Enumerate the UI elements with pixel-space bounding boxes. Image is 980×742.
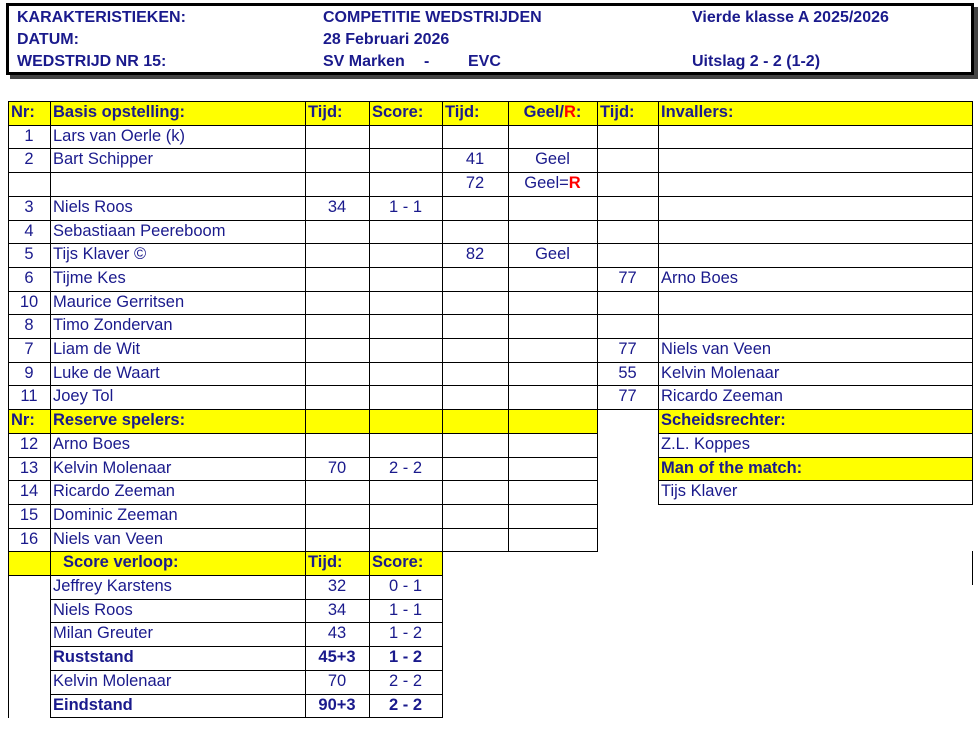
goal-time [305,243,369,267]
date-label: DATUM: [17,31,79,48]
player-number: 3 [24,197,34,216]
player-name: Lars van Oerle (k) [53,126,186,145]
reserve-name: Ricardo Zeeman [53,482,175,501]
card-type [508,385,597,409]
substitute-name [658,314,972,338]
score-header-score: Score: [369,551,442,575]
substitute-name: Ricardo Zeeman [661,387,783,406]
header-tijd-card: Tijd: [442,101,508,125]
card-type [508,362,597,386]
sub-time [597,125,658,149]
header-nr: Nr: [8,101,50,125]
reserve-number: 16 [19,529,39,548]
goal-time [305,220,369,244]
header-colon: : [575,103,582,121]
card-type [508,314,597,338]
grid-line [658,433,973,434]
header-tijd: Tijd: [305,101,369,125]
reserve-header-label: Reserve spelers: [50,409,305,433]
header-score: Score: [369,101,442,125]
reserve-goal-time [305,504,369,528]
reserve-goal-time [305,528,369,552]
card-type [508,220,597,244]
reserve-goal-time [305,433,369,457]
grid-line [305,409,306,552]
grid-line [8,338,973,339]
reserve-number: 14 [19,482,39,501]
sub-time [597,220,658,244]
goal-time: 34 [327,197,347,216]
sub-time: 55 [618,363,637,382]
score-event-time: 43 [327,624,347,643]
card-type [508,338,597,362]
card-type [508,125,597,149]
player-number: 7 [24,340,34,358]
substitute-name [658,125,972,149]
card-time [442,267,508,291]
red-card-mark: R [568,174,581,193]
away-team: EVC [468,53,501,70]
header-geel-rood [508,101,597,125]
card-type: Geel=R [524,174,581,193]
score-event-name: Kelvin Molenaar [53,671,172,690]
grid-line [50,101,51,410]
grid-line [8,480,598,481]
player-number: 11 [20,387,38,406]
card-time [442,362,508,386]
goal-score [369,172,442,196]
reserve-goal-score [369,480,442,504]
grid-line [8,504,598,505]
grid-line [658,504,973,505]
grid-line [972,551,973,585]
score-event-score: 2 - 2 [388,695,423,714]
card-time [442,196,508,220]
score-event-time: 90+3 [318,695,356,714]
grid-line [50,670,443,671]
card-time [442,314,508,338]
home-team: SV Marken [323,53,405,70]
score-event-name: Eindstand [53,695,133,714]
grid-line [658,409,659,505]
player-number [8,172,50,196]
header-geel-text: Geel/ [523,103,564,121]
grid-line [8,433,598,434]
reserve-header-blank [305,409,369,433]
player-name: Niels Roos [53,197,133,216]
header-basis-opstelling: Basis opstelling: [50,101,305,125]
score-event-name: Niels Roos [53,600,133,619]
grid-line [8,575,443,576]
goal-score [369,291,442,315]
substitute-name: Arno Boes [661,268,739,287]
grid-line [8,267,973,268]
grid-line [305,101,306,410]
score-progress-label: Score verloop: [8,551,305,575]
grid-line [658,101,659,410]
goal-score [369,220,442,244]
grid-line [369,551,370,718]
reserve-goal-score [369,433,442,457]
card-time [442,291,508,315]
grid-line [658,457,973,458]
substitute-name [658,243,972,267]
grid-line [369,101,370,410]
grid-line [8,457,598,458]
goal-time [305,291,369,315]
player-name: Sebastiaan Peereboom [53,221,226,240]
reserve-name: Kelvin Molenaar [53,458,172,477]
grid-line [50,409,51,552]
goal-time [305,314,369,338]
grid-line [8,385,973,386]
score-event-time: 45+3 [318,648,356,667]
grid-line [597,409,598,552]
reserve-header-blank [442,409,508,433]
reserve-number: 15 [19,505,39,524]
sub-time: 77 [618,268,637,287]
reserve-name: Niels van Veen [53,529,164,548]
reserve-header-blank [508,409,597,433]
header-tijd-sub: Tijd: [597,101,658,125]
grid-line [50,551,51,718]
grid-line [8,528,598,529]
grid-line [8,220,973,221]
team-separator: - [424,53,430,70]
substitute-name [658,220,972,244]
card-time: 41 [465,150,485,169]
player-number: 4 [24,221,34,240]
player-name: Bart Schipper [53,150,153,169]
goal-score [369,362,442,386]
reserve-goal-score: 2 - 2 [388,458,423,477]
goal-time [305,338,369,362]
goal-score [369,148,442,172]
grid-line [305,551,306,718]
substitute-name: Niels van Veen [661,340,772,358]
card-type: Geel [535,245,570,264]
grid-line [50,622,443,623]
grid-line [50,599,443,600]
grid-line [8,551,598,552]
sub-time [597,291,658,315]
grid-line [369,409,370,552]
grid-line [8,314,973,315]
player-name: Timo Zondervan [53,316,173,335]
score-event-score: 1 - 2 [388,624,423,643]
goal-score: 1 - 1 [388,197,423,216]
card-time [442,220,508,244]
sub-time: 77 [618,387,637,406]
reserve-goal-time [305,480,369,504]
grid-line [442,101,443,410]
grid-line [8,101,9,410]
reserve-name: Arno Boes [53,434,131,453]
goal-time [305,362,369,386]
player-name: Liam de Wit [53,340,141,358]
card-time: 72 [465,174,485,193]
player-number: 5 [24,245,34,264]
player-name: Luke de Waart [53,363,160,382]
goal-score [369,125,442,149]
player-number: 6 [24,268,34,287]
player-name: Tijme Kes [53,268,126,287]
goal-score [369,314,442,338]
grid-line [8,101,973,102]
score-event-time: 70 [327,671,347,690]
sub-time [597,196,658,220]
grid-line [8,125,973,126]
grid-line [8,172,973,173]
player-number: 1 [24,126,34,145]
sub-time [597,243,658,267]
grid-line [8,243,973,244]
goal-time [305,125,369,149]
substitute-name [658,196,972,220]
player-name: Joey Tol [53,387,114,406]
grid-line [8,291,973,292]
match-header [6,3,974,75]
sub-time: 77 [618,340,637,358]
reserve-header-blank [369,409,442,433]
score-event-name: Jeffrey Karstens [53,577,172,595]
grid-line [8,409,9,552]
score-event-time: 34 [327,600,347,619]
goal-time [305,267,369,291]
goal-score [369,243,442,267]
sub-time [597,314,658,338]
competition-label: COMPETITIE WEDSTRIJDEN [323,9,542,26]
referee-name: Z.L. Koppes [661,434,750,453]
goal-time [305,172,369,196]
score-event-name: Ruststand [53,648,134,667]
substitute-name [658,148,972,172]
substitute-name: Kelvin Molenaar [661,363,780,382]
characteristics-label: KARAKTERISTIEKEN: [17,9,186,26]
grid-line [8,551,9,718]
score-event-name: Milan Greuter [53,624,153,643]
card-time [442,338,508,362]
grid-line [972,101,973,410]
player-number: 10 [19,292,39,311]
header-invallers: Invallers: [658,101,972,125]
grid-line [972,409,973,505]
reserve-goal-score [369,528,442,552]
card-type [508,196,597,220]
player-name: Maurice Gerritsen [53,292,185,311]
referee-label: Scheidsrechter: [658,409,972,433]
grid-line [8,148,973,149]
player-name [50,172,305,196]
score-event-score: 2 - 2 [388,671,423,690]
goal-score [369,385,442,409]
league-season: Vierde klasse A 2025/2026 [692,9,889,26]
grid-line [8,362,973,363]
grid-line [50,646,443,647]
motm-name: Tijs Klaver [661,482,738,501]
grid-line [50,717,443,718]
goal-time [305,148,369,172]
sub-time [597,172,658,196]
player-number: 9 [24,363,34,382]
reserve-number: 13 [19,458,39,477]
card-time [442,385,508,409]
card-time: 82 [465,245,485,264]
grid-line [50,694,443,695]
card-type [508,291,597,315]
reserve-number: 12 [19,434,39,453]
substitute-name [658,172,972,196]
match-date: 28 Februari 2026 [323,31,450,48]
score-event-time: 32 [327,577,347,595]
grid-line [658,480,973,481]
grid-line [442,551,443,718]
reserve-goal-score [369,504,442,528]
grid-line [8,409,973,410]
substitute-name [658,291,972,315]
goal-score [369,338,442,362]
reserve-header-nr: Nr: [8,409,50,433]
grid-line [508,101,509,410]
grid-line [442,409,443,552]
grid-line [508,409,509,552]
score-event-score: 0 - 1 [388,577,423,595]
score-header-tijd: Tijd: [305,551,369,575]
header-rood-text: R [563,103,576,121]
goal-time [305,385,369,409]
goal-score [369,267,442,291]
player-name: Tijs Klaver © [53,245,147,264]
player-number: 8 [24,316,34,335]
card-time [442,125,508,149]
card-type: Geel [535,150,570,169]
player-number: 2 [24,150,34,169]
match-result: Uitslag 2 - 2 (1-2) [692,53,821,70]
card-type [508,267,597,291]
reserve-name: Dominic Zeeman [53,505,178,524]
score-event-score: 1 - 2 [388,648,423,667]
reserve-goal-time: 70 [327,458,347,477]
score-event-score: 1 - 1 [388,600,423,619]
match-number: WEDSTRIJD NR 15: [17,53,167,70]
motm-label: Man of the match: [658,457,972,481]
grid-line [8,196,973,197]
grid-line [597,101,598,410]
sub-time [597,148,658,172]
